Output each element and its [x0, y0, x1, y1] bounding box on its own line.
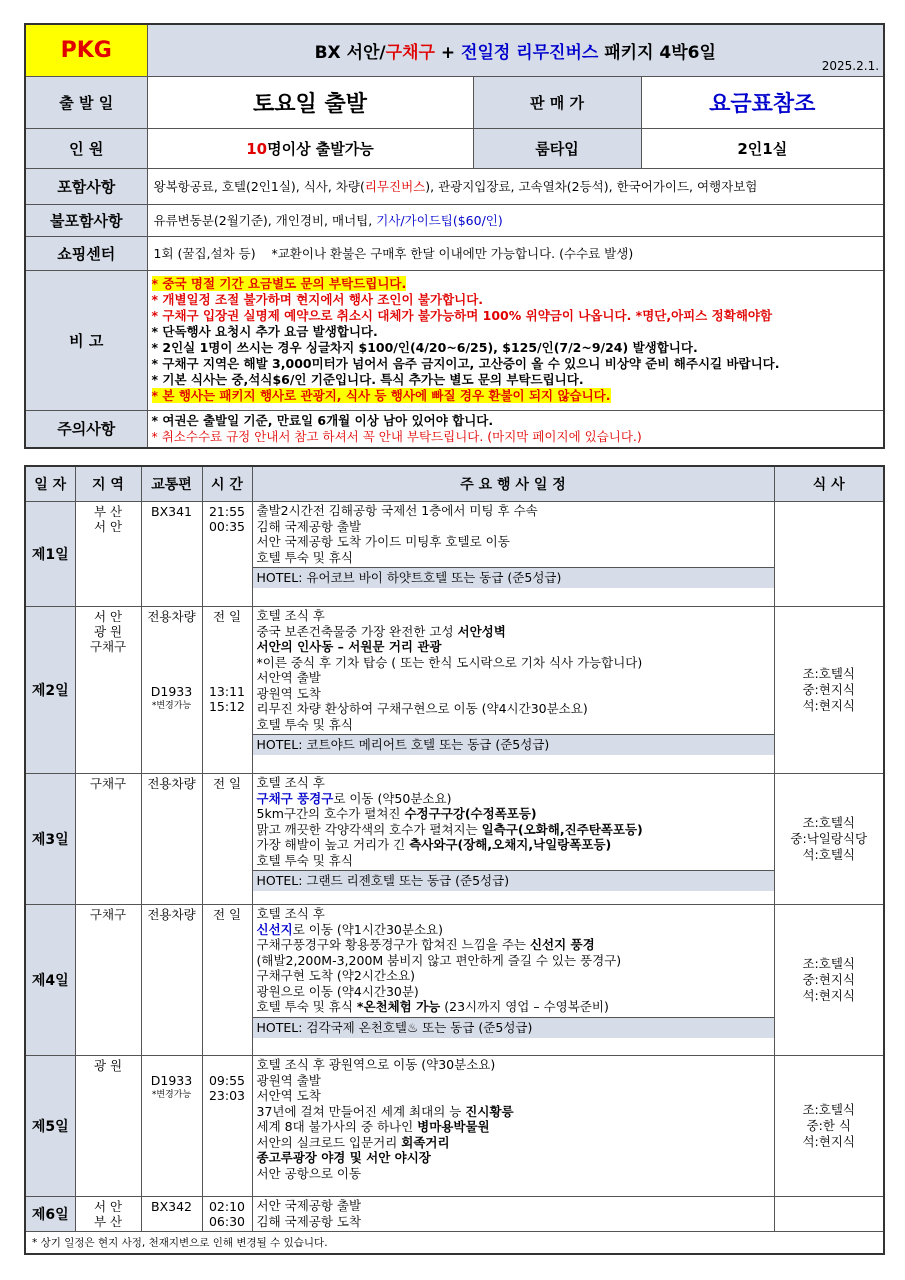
time-cell-line: 09:55 [208, 1073, 246, 1088]
meal-item: 석:현지식 [802, 1134, 855, 1149]
region-cell-line: 서 안 [93, 519, 123, 534]
schedule-day-row [25, 905, 884, 1056]
activity-line: 서안 국제공항 출발 [256, 1198, 362, 1213]
activity-line: 서안역 도착 [256, 1088, 321, 1103]
activity-line: *이른 중식 후 기차 탑승 ( 또는 한식 도시락으로 기차 식사 가능합니다) [256, 654, 643, 670]
region-cell-line: 광 원 [93, 624, 123, 639]
meal-item: 조:호텔식 [802, 956, 855, 971]
transport-cell-line: D1933 [150, 684, 193, 699]
remarks-label: 비 고 [25, 270, 147, 410]
activity-line: 구채구현 도착 (약2시간소요) [256, 968, 415, 983]
meal-item: 조:호텔식 [802, 666, 855, 681]
transport-cell-line [142, 1058, 202, 1073]
hotel-info: HOTEL: 유어코브 바이 하얏트호텔 또는 동급 (준5성급) [253, 567, 774, 588]
activity-line: 맑고 깨끗한 각양각색의 호수가 펼쳐지는 일측구(오화해,진주탄폭포등) [256, 821, 643, 837]
schedule-header-2: 교통편 [141, 466, 202, 502]
time-cell-line: 전 일 [212, 907, 242, 922]
remark-item: * 구채구 지역은 해발 3,000미터가 넘어서 음주 금지이고, 고산증이 올 수 있으니 비상약 준비 해주시길 바랍니다. [151, 356, 780, 371]
region-cell [75, 502, 141, 607]
time-cell-line: 23:03 [208, 1088, 246, 1103]
day-label: 제6일 [25, 1197, 75, 1232]
meal-item: 석:현지식 [802, 698, 855, 713]
time-cell-line: 21:55 [208, 504, 246, 519]
activities-cell [252, 905, 774, 1056]
transport-cell-line [142, 669, 202, 684]
remark-item: * 2인실 1명이 쓰시는 경우 싱글차지 $100/인(4/20~6/25), $125/인(7/2~9/24) 발생합니다. [151, 340, 698, 355]
hotel-info: HOTEL: 코트야드 메리어트 호텔 또는 동급 (준5성급) [253, 734, 774, 755]
time-cell-line: 06:30 [208, 1214, 246, 1229]
meals-cell [774, 905, 884, 1056]
schedule-day-row [25, 607, 884, 774]
people-label: 인 원 [25, 128, 147, 168]
schedule-day-row [25, 502, 884, 607]
schedule-header-3: 시 간 [202, 466, 252, 502]
schedule-header-4: 주 요 행 사 일 정 [252, 466, 774, 502]
shopping-value: 1회 (꿀집,설차 등) *교환이나 환불은 구매후 한달 이내에만 가능합니다. (수수료 발생) [147, 236, 884, 270]
package-title: BX 서안/구채구 + 전일정 리무진버스 패키지 4박6일 2025.2.1. [147, 24, 884, 76]
meals-cell [774, 502, 884, 607]
region-cell [75, 1197, 141, 1232]
activity-line: 호텔 조식 후 [256, 775, 325, 790]
activity-line: 호텔 투숙 및 휴식 *온천체험 가능 (23시까지 영업 – 수영복준비) [256, 999, 609, 1014]
activity-line: 5km구간의 호수가 펼쳐진 수정구구강(수정폭포등) [256, 806, 537, 821]
transport-cell [141, 607, 202, 774]
activity-line: 호텔 조식 후 광원역으로 이동 (약30분소요) [256, 1057, 496, 1072]
activity-line: 세계 8대 불가사의 중 하나인 병마용박물원 [256, 1119, 490, 1134]
caution-item: * 여권은 출발일 기준, 만료일 6개월 이상 남아 있어야 합니다. [151, 412, 494, 428]
day-label: 제3일 [25, 774, 75, 905]
time-cell-line: 00:35 [208, 519, 246, 534]
meal-item: 중:현지식 [802, 682, 855, 697]
caution-list [147, 410, 884, 448]
activity-line: 서안의 인사동 – 서원문 거리 관광 [256, 639, 442, 654]
transport-cell-line: 전용차량 [147, 609, 196, 624]
meals-cell [774, 1056, 884, 1197]
activity-line: 종고루광장 야경 및 서안 야시장 [256, 1150, 431, 1165]
exclude-label: 불포함사항 [25, 204, 147, 236]
caution-item: * 취소수수료 규정 안내서 참고 하셔서 꼭 안내 부탁드립니다. (마지막 페이지에 있습니다.) [151, 428, 642, 444]
activity-line: 신선지로 이동 (약1시간30분소요) [256, 921, 443, 937]
time-cell-line [203, 654, 252, 669]
meals-cell [774, 607, 884, 774]
schedule-header-row [25, 466, 884, 502]
activity-line: 구채구 풍경구로 이동 (약50분소요) [256, 790, 452, 806]
remark-item: * 개별일정 조절 불가하며 현지에서 행사 조인이 불가합니다. [151, 292, 484, 307]
transport-cell-line [142, 639, 202, 654]
remark-item: * 본 행사는 패키지 행사로 관광지, 식사 등 행사에 빠질 경우 환불이 되지 않습니다. [151, 388, 611, 403]
activity-line: 리무진 차량 환상하여 구채구현으로 이동 (약4시간30분소요) [256, 701, 588, 716]
activity-line: 중국 보존건축물중 가장 완전한 고성 서안성벽 [256, 623, 506, 639]
activity-line: 김해 국제공항 출발 [256, 518, 362, 534]
activities-cell [252, 1197, 774, 1232]
transport-cell [141, 1197, 202, 1232]
meal-item: 석:호텔식 [802, 847, 855, 862]
meals-cell [774, 1197, 884, 1232]
transport-cell-line: BX342 [151, 1199, 192, 1214]
exclude-value: 유류변동분(2월기준), 개인경비, 매너팁, 기사/가이드팁($60/인) [147, 204, 884, 236]
time-cell-line [203, 1058, 252, 1073]
activity-line: 37년에 걸쳐 만들어진 세계 최대의 능 진시황릉 [256, 1103, 514, 1119]
activity-line: 서안 공항으로 이동 [256, 1165, 362, 1181]
pkg-badge: PKG [25, 24, 147, 76]
region-cell-line: 광 원 [93, 1058, 123, 1073]
day-label: 제1일 [25, 502, 75, 607]
transport-cell-line: 전용차량 [147, 907, 196, 922]
activity-line: 호텔 투숙 및 휴식 [256, 852, 353, 868]
transport-cell-line: D1933 [150, 1073, 193, 1088]
transport-cell-line: *변경가능 [151, 1090, 192, 1100]
time-cell-line: 13:11 [208, 684, 246, 699]
region-cell [75, 1056, 141, 1197]
hotel-info: HOTEL: 검각국제 온천호텔♨ 또는 동급 (준5성급) [253, 1017, 774, 1038]
price-value: 요금표참조 [641, 76, 884, 128]
departure-value: 토요일 출발 [147, 76, 473, 128]
activities-cell [252, 1056, 774, 1197]
transport-cell [141, 774, 202, 905]
meals-cell [774, 774, 884, 905]
activity-line: 광원역 출발 [256, 1072, 321, 1088]
region-cell-line: 서 안 [93, 1199, 123, 1214]
schedule-day-row [25, 1197, 884, 1232]
activity-line: 호텔 투숙 및 휴식 [256, 549, 353, 565]
hotel-info: HOTEL: 그랜드 리젠호텔 또는 동급 (준5성급) [253, 870, 774, 891]
region-cell [75, 607, 141, 774]
remark-item: * 구채구 입장권 실명제 예약으로 취소시 대체가 불가능하며 100% 위약금이 나옵니다. *명단,아피스 정확해야함 [151, 308, 773, 323]
activity-line: 호텔 투숙 및 휴식 [256, 716, 353, 732]
meal-item: 중:한 식 [806, 1118, 851, 1133]
region-cell-line: 부 산 [93, 1214, 123, 1229]
activity-line: 김해 국제공항 도착 [256, 1213, 362, 1229]
package-info-table [24, 23, 885, 449]
region-cell [75, 905, 141, 1056]
day-label: 제5일 [25, 1056, 75, 1197]
departure-label: 출 발 일 [25, 76, 147, 128]
activity-line: 광원으로 이동 (약4시간30분) [256, 983, 419, 999]
people-value: 10명이상 출발가능 [147, 128, 473, 168]
time-cell [202, 1056, 252, 1197]
transport-cell [141, 1056, 202, 1197]
footnote-row [25, 1232, 884, 1255]
transport-cell-line [142, 654, 202, 669]
transport-cell-line: 전용차량 [147, 776, 196, 791]
time-cell [202, 607, 252, 774]
activity-line: 출발2시간전 김해공항 국제선 1층에서 미팅 후 수속 [256, 503, 538, 518]
activity-line: 서안역 출발 [256, 670, 321, 685]
transport-cell-line: *변경가능 [151, 701, 192, 711]
room-label: 룸타입 [473, 128, 641, 168]
region-cell-line: 서 안 [93, 609, 123, 624]
shopping-label: 쇼핑센터 [25, 236, 147, 270]
activity-line: (해발2,200M-3,200M 붐비지 않고 편안하게 즐길 수 있는 풍경구) [256, 952, 622, 968]
region-cell [75, 774, 141, 905]
activities-cell [252, 502, 774, 607]
schedule-footnote: * 상기 일정은 현지 사정, 천재지변으로 인해 변경될 수 있습니다. [25, 1232, 884, 1255]
time-cell-line [203, 624, 252, 639]
activity-line: 호텔 조식 후 [256, 906, 325, 921]
transport-cell-line [142, 624, 202, 639]
schedule-day-row [25, 774, 884, 905]
transport-cell [141, 905, 202, 1056]
activities-cell [252, 607, 774, 774]
meal-item: 조:호텔식 [802, 815, 855, 830]
meal-item: 석:현지식 [802, 988, 855, 1003]
meal-item: 중:현지식 [802, 972, 855, 987]
schedule-table [24, 465, 885, 1255]
time-cell-line: 02:10 [208, 1199, 246, 1214]
region-cell-line: 부 산 [93, 504, 123, 519]
meal-item: 조:호텔식 [802, 1102, 855, 1117]
schedule-day-row [25, 1056, 884, 1197]
meal-item: 중:낙일랑식당 [790, 831, 868, 846]
remarks-list [147, 270, 884, 410]
remark-item: * 단독행사 요청시 추가 요금 발생합니다. [151, 324, 378, 339]
time-cell [202, 502, 252, 607]
time-cell-line: 전 일 [212, 609, 242, 624]
day-label: 제2일 [25, 607, 75, 774]
region-cell-line: 구채구 [89, 639, 127, 654]
include-label: 포함사항 [25, 168, 147, 204]
transport-cell [141, 502, 202, 607]
region-cell-line: 구채구 [89, 776, 127, 791]
issue-date: 2025.2.1. [821, 58, 880, 73]
activity-line: 서안 국제공항 도착 가이드 미팅후 호텔로 이동 [256, 534, 510, 549]
activity-line: 가장 해발이 높고 거리가 긴 측사와구(장해,오채지,낙일랑폭포등) [256, 837, 612, 852]
activity-line: 서안의 실크로드 입문거리 회족거리 [256, 1134, 450, 1150]
include-value: 왕복항공료, 호텔(2인1실), 식사, 차량(리무진버스), 관광지입장료, 고속열차(2등석), 한국어가이드, 여행자보험 [147, 168, 884, 204]
remark-item: * 기본 식사는 중,석식$6/인 기준입니다. 특식 추가는 별도 문의 부탁드립니다. [151, 372, 584, 387]
activity-line: 호텔 조식 후 [256, 608, 325, 623]
activities-cell [252, 774, 774, 905]
activity-line: 광원역 도착 [256, 685, 321, 701]
price-label: 판 매 가 [473, 76, 641, 128]
time-cell [202, 905, 252, 1056]
remark-item: * 중국 명절 기간 요금별도 문의 부탁드립니다. [151, 276, 407, 291]
caution-label: 주의사항 [25, 410, 147, 448]
day-label: 제4일 [25, 905, 75, 1056]
time-cell-line: 전 일 [212, 776, 242, 791]
schedule-header-5: 식 사 [774, 466, 884, 502]
schedule-header-0: 일 자 [25, 466, 75, 502]
transport-cell-line: BX341 [151, 504, 192, 519]
time-cell [202, 774, 252, 905]
schedule-header-1: 지 역 [75, 466, 141, 502]
schedule-body [25, 502, 884, 1255]
region-cell-line: 구채구 [89, 907, 127, 922]
time-cell-line: 15:12 [208, 699, 246, 714]
activity-line: 구채구풍경구와 황용풍경구가 합쳐진 느낌을 주는 신선지 풍경 [256, 937, 595, 952]
time-cell-line [203, 669, 252, 684]
time-cell-line [203, 639, 252, 654]
room-value: 2인1실 [641, 128, 884, 168]
time-cell [202, 1197, 252, 1232]
